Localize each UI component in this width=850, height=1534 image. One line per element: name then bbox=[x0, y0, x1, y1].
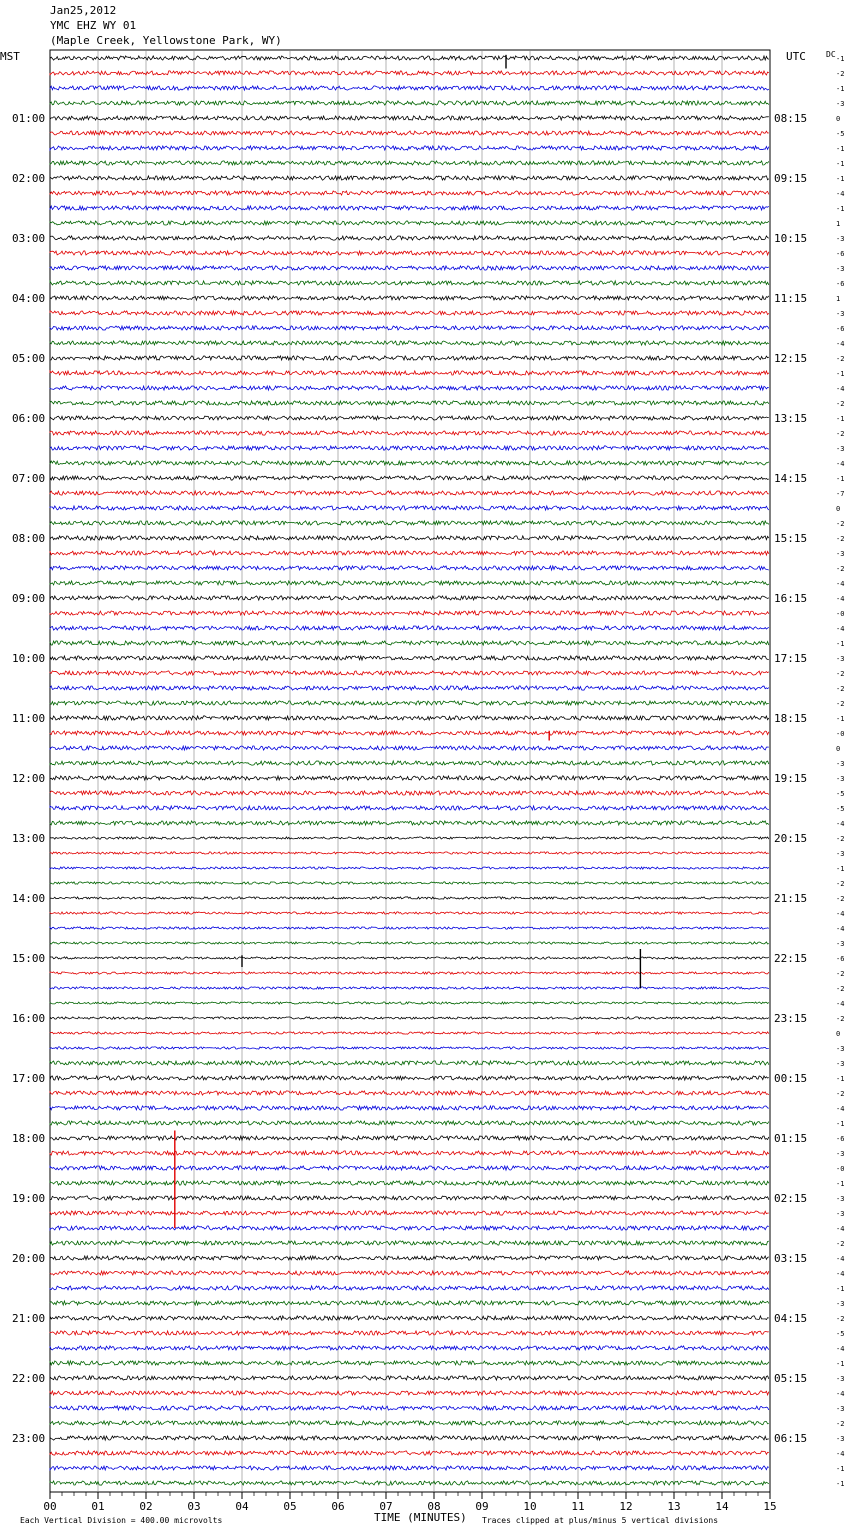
dc-offset-label: -3 bbox=[836, 1300, 845, 1308]
seismic-trace bbox=[50, 987, 769, 989]
seismic-trace bbox=[50, 1466, 769, 1470]
seismic-trace bbox=[50, 1436, 769, 1440]
seismic-trace bbox=[50, 957, 769, 959]
seismic-trace bbox=[50, 1106, 769, 1110]
hour-label-utc: 02:15 bbox=[774, 1192, 808, 1205]
x-tick-label: 11 bbox=[571, 1500, 585, 1513]
dc-offset-label: -4 bbox=[836, 1255, 845, 1263]
dc-offset-label: 0 bbox=[836, 1030, 841, 1038]
dc-offset-label: -4 bbox=[836, 820, 845, 828]
dc-offset-label: -3 bbox=[836, 265, 845, 273]
hour-label-mst: 02:00 bbox=[12, 172, 46, 185]
seismic-trace bbox=[50, 1376, 769, 1380]
seismic-trace bbox=[50, 266, 769, 270]
dc-offset-label: 0 bbox=[836, 505, 841, 513]
x-tick-label: 04 bbox=[235, 1500, 249, 1513]
dc-offset-label: -6 bbox=[836, 280, 845, 288]
seismic-trace bbox=[50, 972, 769, 974]
dc-offset-label: -2 bbox=[836, 880, 845, 888]
seismic-trace bbox=[50, 1166, 769, 1170]
hour-label-utc: 09:15 bbox=[774, 172, 808, 185]
dc-offset-label: -3 bbox=[836, 235, 845, 243]
scale-note: Each Vertical Division = 400.00 microvolts bbox=[20, 1516, 223, 1525]
dc-label: DC bbox=[826, 50, 836, 59]
seismic-trace bbox=[50, 1136, 769, 1140]
seismic-trace bbox=[50, 806, 769, 810]
seismic-trace bbox=[50, 101, 769, 105]
dc-offset-label: -1 bbox=[836, 175, 845, 183]
dc-offset-label: -4 bbox=[836, 1000, 845, 1008]
dc-offset-label: -2 bbox=[836, 520, 845, 528]
dc-offset-label: -2 bbox=[836, 535, 845, 543]
seismic-trace bbox=[50, 551, 769, 555]
dc-offset-label: -1 bbox=[836, 1180, 845, 1188]
dc-offset-label: -4 bbox=[836, 190, 845, 198]
x-tick-label: 06 bbox=[331, 1500, 345, 1513]
seismic-trace bbox=[50, 356, 769, 360]
dc-offset-label: -3 bbox=[836, 1045, 845, 1053]
x-axis-label: TIME (MINUTES) bbox=[374, 1511, 467, 1524]
dc-offset-label: -1 bbox=[836, 640, 845, 648]
dc-offset-label: -2 bbox=[836, 970, 845, 978]
dc-offset-label: -2 bbox=[836, 400, 845, 408]
hour-label-mst: 15:00 bbox=[12, 952, 46, 965]
seismic-trace bbox=[50, 716, 769, 720]
hour-label-mst: 16:00 bbox=[12, 1012, 46, 1025]
hour-label-utc: 16:15 bbox=[774, 592, 808, 605]
hour-label-utc: 15:15 bbox=[774, 532, 808, 545]
dc-offset-label: -3 bbox=[836, 655, 845, 663]
dc-offset-label: -5 bbox=[836, 805, 845, 813]
dc-offset-label: -1 bbox=[836, 55, 845, 63]
seismic-trace bbox=[50, 71, 769, 75]
dc-offset-label: -4 bbox=[836, 925, 845, 933]
seismic-trace bbox=[50, 776, 769, 780]
seismic-trace bbox=[50, 176, 769, 180]
seismic-trace bbox=[50, 1002, 769, 1004]
dc-offset-label: -0 bbox=[836, 1165, 845, 1173]
hour-label-mst: 11:00 bbox=[12, 712, 46, 725]
dc-offset-label: -5 bbox=[836, 1330, 845, 1338]
hour-label-utc: 01:15 bbox=[774, 1132, 808, 1145]
seismic-trace bbox=[50, 1451, 769, 1455]
left-timezone-label: MST bbox=[0, 50, 20, 63]
seismic-trace bbox=[50, 236, 769, 240]
seismic-trace bbox=[50, 1091, 769, 1095]
hour-label-utc: 11:15 bbox=[774, 292, 808, 305]
seismic-trace bbox=[50, 596, 769, 600]
seismic-trace bbox=[50, 611, 769, 615]
seismic-trace bbox=[50, 491, 769, 495]
dc-offset-label: -4 bbox=[836, 1450, 845, 1458]
seismic-trace bbox=[50, 761, 769, 765]
dc-offset-label: -1 bbox=[836, 145, 845, 153]
seismic-trace bbox=[50, 912, 769, 914]
seismic-trace bbox=[50, 146, 769, 150]
hour-label-utc: 06:15 bbox=[774, 1432, 808, 1445]
seismic-trace bbox=[50, 416, 769, 420]
location-label: (Maple Creek, Yellowstone Park, WY) bbox=[50, 34, 282, 47]
hour-label-mst: 10:00 bbox=[12, 652, 46, 665]
hour-label-utc: 05:15 bbox=[774, 1372, 808, 1385]
hour-label-utc: 23:15 bbox=[774, 1012, 808, 1025]
dc-offset-label: -3 bbox=[836, 1060, 845, 1068]
seismic-trace bbox=[50, 1181, 769, 1185]
seismic-trace bbox=[50, 1361, 769, 1365]
seismic-trace bbox=[50, 1211, 769, 1215]
hour-label-mst: 19:00 bbox=[12, 1192, 46, 1205]
seismic-trace bbox=[50, 641, 769, 645]
dc-offset-label: -3 bbox=[836, 850, 845, 858]
hour-label-mst: 05:00 bbox=[12, 352, 46, 365]
seismic-trace bbox=[50, 116, 769, 120]
hour-label-utc: 04:15 bbox=[774, 1312, 808, 1325]
seismic-trace bbox=[50, 311, 769, 315]
seismic-trace bbox=[50, 371, 769, 375]
seismic-trace bbox=[50, 56, 769, 60]
dc-offset-label: -1 bbox=[836, 1360, 845, 1368]
hour-label-utc: 17:15 bbox=[774, 652, 808, 665]
hour-label-utc: 20:15 bbox=[774, 832, 808, 845]
dc-offset-label: -1 bbox=[836, 715, 845, 723]
seismic-trace bbox=[50, 581, 769, 585]
dc-offset-label: -3 bbox=[836, 1150, 845, 1158]
hour-label-utc: 10:15 bbox=[774, 232, 808, 245]
hour-label-mst: 18:00 bbox=[12, 1132, 46, 1145]
seismic-trace bbox=[50, 897, 769, 899]
clip-note: Traces clipped at plus/minus 5 vertical divisions bbox=[482, 1516, 719, 1525]
dc-offset-label: -2 bbox=[836, 685, 845, 693]
seismic-trace bbox=[50, 852, 769, 854]
seismic-trace bbox=[50, 251, 769, 255]
seismic-trace bbox=[50, 731, 769, 735]
hour-label-mst: 12:00 bbox=[12, 772, 46, 785]
plot-frame bbox=[50, 50, 770, 1492]
dc-offset-label: -4 bbox=[836, 340, 845, 348]
x-tick-label: 09 bbox=[475, 1500, 489, 1513]
dc-offset-label: 1 bbox=[836, 220, 841, 228]
dc-offset-label: -6 bbox=[836, 1135, 845, 1143]
seismic-trace bbox=[50, 386, 769, 390]
seismic-trace bbox=[50, 1346, 769, 1350]
dc-offset-label: -0 bbox=[836, 730, 845, 738]
seismic-trace bbox=[50, 521, 769, 525]
hour-label-utc: 03:15 bbox=[774, 1252, 808, 1265]
seismic-trace bbox=[50, 446, 769, 450]
dc-offset-label: -2 bbox=[836, 355, 845, 363]
hour-label-mst: 23:00 bbox=[12, 1432, 46, 1445]
dc-offset-label: -2 bbox=[836, 1420, 845, 1428]
seismic-trace bbox=[50, 1316, 769, 1320]
dc-offset-label: -3 bbox=[836, 760, 845, 768]
dc-offset-label: 1 bbox=[836, 295, 841, 303]
dc-offset-label: -3 bbox=[836, 100, 845, 108]
seismic-trace bbox=[50, 1286, 769, 1290]
dc-offset-label: -6 bbox=[836, 250, 845, 258]
dc-offset-label: -4 bbox=[836, 1225, 845, 1233]
hour-label-mst: 20:00 bbox=[12, 1252, 46, 1265]
dc-offset-label: -2 bbox=[836, 1015, 845, 1023]
seismic-trace bbox=[50, 506, 769, 510]
dc-offset-label: -3 bbox=[836, 1195, 845, 1203]
seismic-trace bbox=[50, 461, 769, 465]
seismic-trace bbox=[50, 821, 769, 825]
hour-label-mst: 04:00 bbox=[12, 292, 46, 305]
seismic-trace bbox=[50, 1256, 769, 1260]
seismic-trace bbox=[50, 837, 769, 839]
hour-label-utc: 08:15 bbox=[774, 112, 808, 125]
seismic-trace bbox=[50, 431, 769, 435]
seismic-trace bbox=[50, 281, 769, 285]
seismic-trace bbox=[50, 536, 769, 540]
seismic-trace bbox=[50, 1151, 769, 1155]
dc-offset-label: -2 bbox=[836, 1240, 845, 1248]
x-tick-label: 08 bbox=[427, 1500, 441, 1513]
x-tick-label: 00 bbox=[43, 1500, 57, 1513]
dc-offset-label: -4 bbox=[836, 580, 845, 588]
hour-label-utc: 12:15 bbox=[774, 352, 808, 365]
seismic-trace bbox=[50, 1196, 769, 1200]
dc-offset-label: -1 bbox=[836, 1285, 845, 1293]
seismic-trace bbox=[50, 701, 769, 705]
dc-offset-label: -3 bbox=[836, 940, 845, 948]
dc-offset-label: -4 bbox=[836, 595, 845, 603]
dc-offset-label: 0 bbox=[836, 115, 841, 123]
dc-offset-label: -6 bbox=[836, 325, 845, 333]
dc-offset-label: -2 bbox=[836, 1315, 845, 1323]
dc-offset-label: -1 bbox=[836, 1480, 845, 1488]
seismic-trace bbox=[50, 86, 769, 90]
hour-label-mst: 07:00 bbox=[12, 472, 46, 485]
hour-label-utc: 19:15 bbox=[774, 772, 808, 785]
x-tick-label: 02 bbox=[139, 1500, 153, 1513]
seismic-trace bbox=[50, 1421, 769, 1425]
dc-offset-label: -2 bbox=[836, 835, 845, 843]
x-tick-label: 15 bbox=[763, 1500, 777, 1513]
dc-offset-label: -1 bbox=[836, 1120, 845, 1128]
dc-offset-label: -3 bbox=[836, 1210, 845, 1218]
seismic-trace bbox=[50, 1017, 769, 1019]
dc-offset-label: -4 bbox=[836, 1390, 845, 1398]
dc-offset-label: -0 bbox=[836, 610, 845, 618]
dc-offset-label: -5 bbox=[836, 130, 845, 138]
dc-offset-label: -1 bbox=[836, 370, 845, 378]
seismic-trace bbox=[50, 1121, 769, 1125]
hour-label-utc: 18:15 bbox=[774, 712, 808, 725]
hour-label-utc: 00:15 bbox=[774, 1072, 808, 1085]
seismic-trace bbox=[50, 191, 769, 195]
date-label: Jan25,2012 bbox=[50, 4, 117, 17]
dc-offset-label: -7 bbox=[836, 490, 845, 498]
dc-offset-label: -3 bbox=[836, 775, 845, 783]
dc-offset-label: -4 bbox=[836, 460, 845, 468]
seismic-trace bbox=[50, 1406, 769, 1410]
seismic-trace bbox=[50, 686, 769, 690]
dc-offset-label: -2 bbox=[836, 430, 845, 438]
seismic-trace bbox=[50, 161, 769, 165]
seismic-trace bbox=[50, 867, 769, 869]
seismic-trace bbox=[50, 476, 769, 480]
station-label: YMC EHZ WY 01 bbox=[50, 19, 137, 32]
dc-offset-label: -4 bbox=[836, 1345, 845, 1353]
dc-offset-label: -2 bbox=[836, 670, 845, 678]
x-tick-label: 12 bbox=[619, 1500, 633, 1513]
hour-label-utc: 14:15 bbox=[774, 472, 808, 485]
hour-label-mst: 13:00 bbox=[12, 832, 46, 845]
dc-offset-label: 0 bbox=[836, 745, 841, 753]
seismic-trace bbox=[50, 326, 769, 330]
dc-offset-label: -1 bbox=[836, 1075, 845, 1083]
dc-offset-label: -4 bbox=[836, 385, 845, 393]
seismic-trace bbox=[50, 401, 769, 405]
right-timezone-label: UTC bbox=[786, 50, 806, 63]
x-tick-label: 01 bbox=[91, 1500, 105, 1513]
dc-offset-label: -4 bbox=[836, 1105, 845, 1113]
dc-offset-label: -3 bbox=[836, 1405, 845, 1413]
seismic-trace bbox=[50, 1271, 769, 1275]
seismic-trace bbox=[50, 1391, 769, 1395]
dc-offset-label: -1 bbox=[836, 205, 845, 213]
hour-label-utc: 13:15 bbox=[774, 412, 808, 425]
seismic-trace bbox=[50, 131, 769, 135]
dc-offset-label: -2 bbox=[836, 985, 845, 993]
dc-offset-label: -1 bbox=[836, 865, 845, 873]
seismic-trace bbox=[50, 1032, 769, 1034]
hour-label-mst: 08:00 bbox=[12, 532, 46, 545]
dc-offset-label: -3 bbox=[836, 1375, 845, 1383]
x-tick-label: 14 bbox=[715, 1500, 729, 1513]
dc-offset-label: -1 bbox=[836, 1465, 845, 1473]
seismic-trace bbox=[50, 566, 769, 570]
dc-offset-label: -5 bbox=[836, 790, 845, 798]
seismic-trace bbox=[50, 1241, 769, 1245]
seismic-trace bbox=[50, 626, 769, 630]
hour-label-mst: 21:00 bbox=[12, 1312, 46, 1325]
x-tick-label: 13 bbox=[667, 1500, 681, 1513]
dc-offset-label: -4 bbox=[836, 1270, 845, 1278]
dc-offset-label: -2 bbox=[836, 1090, 845, 1098]
dc-offset-label: -3 bbox=[836, 445, 845, 453]
x-tick-label: 10 bbox=[523, 1500, 537, 1513]
seismic-trace bbox=[50, 656, 769, 660]
dc-offset-label: -3 bbox=[836, 550, 845, 558]
dc-offset-label: -1 bbox=[836, 160, 845, 168]
dc-offset-label: -3 bbox=[836, 1435, 845, 1443]
dc-offset-label: -2 bbox=[836, 565, 845, 573]
seismic-trace bbox=[50, 1301, 769, 1305]
dc-offset-label: -6 bbox=[836, 955, 845, 963]
hour-label-mst: 06:00 bbox=[12, 412, 46, 425]
seismic-trace bbox=[50, 221, 769, 225]
dc-offset-label: -2 bbox=[836, 700, 845, 708]
seismic-trace bbox=[50, 1061, 769, 1065]
seismic-trace bbox=[50, 1481, 769, 1485]
dc-offset-label: -2 bbox=[836, 895, 845, 903]
dc-offset-label: -4 bbox=[836, 625, 845, 633]
x-tick-label: 03 bbox=[187, 1500, 201, 1513]
seismic-trace bbox=[50, 296, 769, 300]
seismic-trace bbox=[50, 791, 769, 795]
dc-offset-label: -2 bbox=[836, 70, 845, 78]
dc-offset-label: -4 bbox=[836, 910, 845, 918]
x-tick-label: 07 bbox=[379, 1500, 393, 1513]
hour-label-utc: 21:15 bbox=[774, 892, 808, 905]
hour-label-mst: 09:00 bbox=[12, 592, 46, 605]
hour-label-mst: 22:00 bbox=[12, 1372, 46, 1385]
dc-offset-label: -3 bbox=[836, 310, 845, 318]
hour-label-mst: 17:00 bbox=[12, 1072, 46, 1085]
dc-offset-label: -1 bbox=[836, 85, 845, 93]
hour-label-mst: 03:00 bbox=[12, 232, 46, 245]
seismic-trace bbox=[50, 1331, 769, 1335]
seismic-trace bbox=[50, 206, 769, 210]
seismic-trace bbox=[50, 927, 769, 929]
dc-offset-label: -1 bbox=[836, 415, 845, 423]
seismic-trace bbox=[50, 746, 769, 750]
seismic-trace bbox=[50, 671, 769, 675]
dc-offset-label: -1 bbox=[836, 475, 845, 483]
seismic-trace bbox=[50, 1047, 769, 1049]
seismic-trace bbox=[50, 942, 769, 944]
seismic-trace bbox=[50, 1226, 769, 1230]
hour-label-mst: 01:00 bbox=[12, 112, 46, 125]
seismic-trace bbox=[50, 1076, 769, 1080]
seismic-trace bbox=[50, 882, 769, 884]
seismic-trace bbox=[50, 341, 769, 345]
hour-label-mst: 14:00 bbox=[12, 892, 46, 905]
x-tick-label: 05 bbox=[283, 1500, 297, 1513]
hour-label-utc: 22:15 bbox=[774, 952, 808, 965]
